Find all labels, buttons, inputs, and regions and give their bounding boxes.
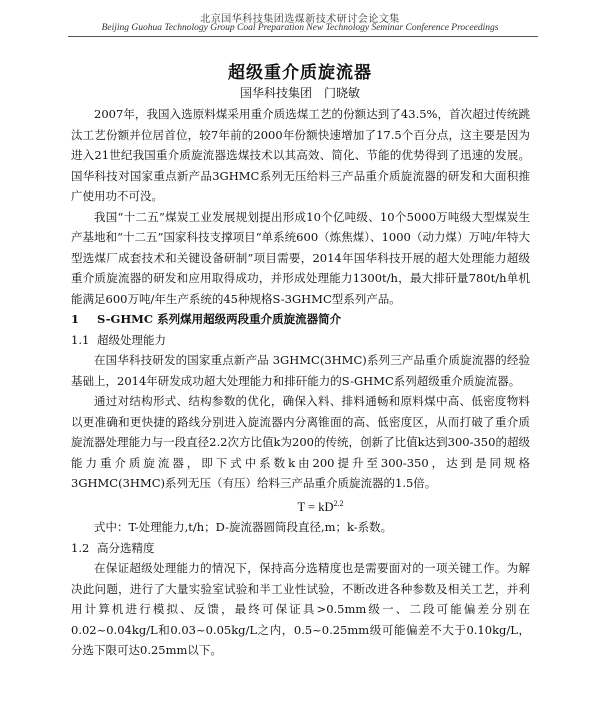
paragraph-planning: 我国“十二五”煤炭工业发展规划提出形成10个亿吨级、10个5000万吨级大型煤炭生产基地和“十二五”国家科技支撑项目“单系统600（炼焦煤）、1000（动力煤）万吨/年特大型选煤厂成套技术和关键设备研制”项目需要，2014年国华科技开展的超大处理能力超级重介质旋流器的研发和应用取得成功，并形成处理能力1300t/h，最大排矸量780t/h单机能满足600万吨/年生产系统的45种规格S-3GHMC型系列产品。 — [71, 209, 530, 306]
paragraph-capacity-background: 在国华科技研发的国家重点新产品 3GHMC(3HMC)系列三产品重介质旋流器的经验基础上，2014年研发成功超大处理能力和排矸能力的S-GHMC系列超级重介质旋流器。 — [71, 353, 530, 388]
paragraph-formula-legend: 式中：T-处理能力,t/h；D-旋流器圆筒段直径,m；k-系数。 — [94, 520, 393, 535]
section-heading-1 — [71, 309, 530, 330]
section-number: 1.1 — [71, 332, 90, 347]
paragraph-precision: 在保证超级处理能力的情况下，保持高分选精度也是需要面对的一项关键工作。为解决此问题，进行了大量实验室试验和半工业性试验，不断改进各种参数及相关工艺，并利用计算机进行模拟、反馈，最终可保证具>0.5mm级一、二段可能偏差分别在0.02~0.04kg/L和0.03~0.05kg/L之内，0.5~0.25mm级可能偏差不大于0.10kg/L，分选下限可达0.25mm以下。 — [71, 561, 530, 658]
paragraph-capacity-detail: 通过对结构形式、结构参数的优化，确保入料、排料通畅和原料煤中高、低密度物料以更准确和更快捷的路线分别进入旋流器内分离锥面的高、低密度区，从而打破了重介质旋流器处理能力与一段直径2.2次方比值k为200的传统，创新了比值k达到300-350的超级能力重介质旋流器，即下式中系数k由200提升至300-350，达到是同规格3GHMC(3HMC)系列无压（有压）给料三产品重介质旋流器的1.5倍。 — [71, 394, 530, 490]
section-number: 1 — [71, 312, 80, 326]
section-title: 超级处理能力 — [97, 332, 166, 347]
section-number: 1.2 — [71, 540, 90, 555]
section-heading-1-2 — [71, 538, 530, 559]
header-rule — [68, 36, 538, 37]
paper-body — [71, 104, 530, 661]
running-header-chinese: 北京国华科技集团选煤新技术研讨会论文集 — [200, 14, 400, 25]
running-header-english: Beijing Guohua Technology Group Coal Preparation New Technology Seminar Conference Proceedings — [101, 23, 499, 33]
capacity-formula — [71, 494, 530, 518]
author-line: 国华科技集团 门晓敏 — [239, 86, 360, 100]
section-title: 高分选精度 — [97, 540, 155, 555]
paragraph-intro: 2007年，我国入选原料煤采用重介质选煤工艺的份额达到了43.5%，首次超过传统跳汰工艺份额并位居首位，较7年前的2000年份额快速增加了17.5个百分点，这主要是因为进入21世纪我国重介质旋流器选煤技术以其高效、简化、节能的优势得到了迅速的发展。国华科技对国家重点新产品3GHMC系列无压给料三产品重介质旋流器的研发和大面积推广使用功不可没。 — [71, 107, 530, 203]
paper-title: 超级重介质旋流器 — [228, 63, 372, 83]
formula-exponent: 2.2 — [333, 498, 344, 508]
section-heading-1-1 — [71, 330, 530, 351]
section-title: S-GHMC 系列煤用超级两段重介质旋流器简介 — [97, 312, 342, 326]
formula-lhs: T = kD — [297, 499, 334, 514]
